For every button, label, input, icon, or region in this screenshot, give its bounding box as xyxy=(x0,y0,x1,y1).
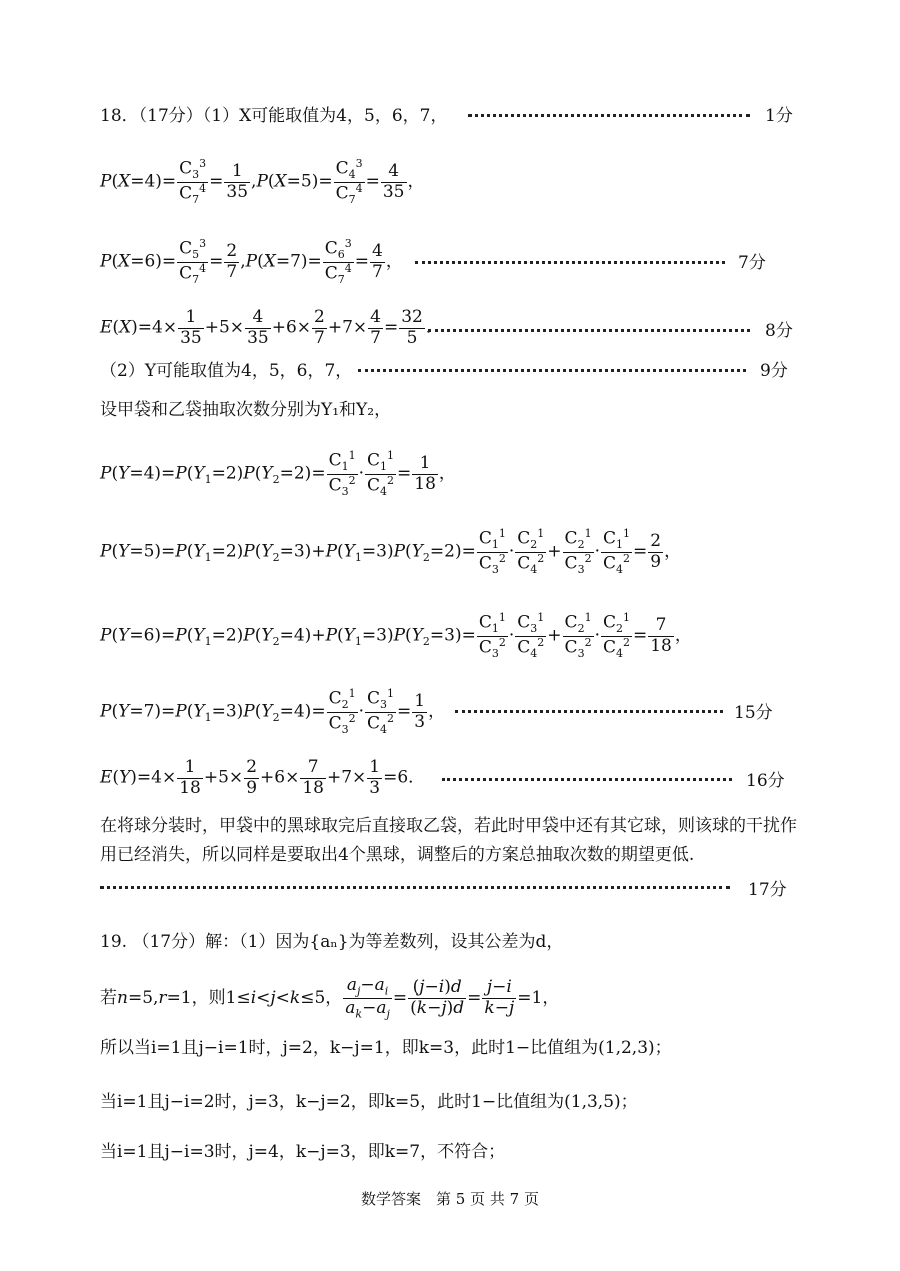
dot-leader xyxy=(442,778,732,781)
px45-formula: P(X=4)= $\frac{C_3^3}{C_7^4}$ = $\frac{1}{35}$ ,P(X=5)= $\frac{C_4^3}{C_7^4}$ = $\frac{4}{35}$ ， xyxy=(100,157,425,206)
score-17: 17分 xyxy=(748,880,787,900)
score-7: 7分 xyxy=(738,253,766,273)
score-16: 16分 xyxy=(746,771,785,791)
dot-leader xyxy=(415,261,725,264)
dot-leader xyxy=(455,710,723,713)
q19-line5-text: 当i=1且j−i=3时，j=4，k−j=3，即k=7，不符合； xyxy=(100,1142,506,1162)
def-line xyxy=(0,397,900,447)
q19-line3 xyxy=(0,1034,900,1084)
score-8: 8分 xyxy=(765,321,793,341)
q19-line4-text: 当i=1且j−i=2时，j=3，k−j=2，即k=5，此时1−比值组为(1,3,5)； xyxy=(100,1092,638,1112)
q19-intro: 19. （17分）解：（1）因为{aₙ}为等差数列，设其公差为d， xyxy=(100,932,564,952)
conclusion-text: 在将球分装时，甲袋中的黑球取完后直接取乙袋，若此时甲袋中还有其它球，则该球的干扰作用已经消失，所以同样是要取出4个黑球，调整后的方案总抽取次数的期望更低. xyxy=(100,816,797,865)
dot-leader xyxy=(358,369,746,372)
py6-formula: $P(Y=6)=P(Y_1=2)P(Y_2=4)+P(Y_1=3)P(Y_2=3)=$ $\frac{C_1^1}{C_3^2}$ · $\frac{C_3^1}{C_4^2}$ + $\frac{C_2^1}{C_3^2}$ · $\frac{C_2^1}{C_4^2}$ = $\frac{7}{18}$ ， xyxy=(100,611,692,660)
q18-intro-line xyxy=(0,100,900,150)
q19-line5 xyxy=(0,1138,900,1188)
score17-line xyxy=(0,876,900,926)
q19-line4 xyxy=(0,1088,900,1138)
def-text: 设甲袋和乙袋抽取次数分别为Y₁和Y₂， xyxy=(100,400,392,420)
ex-formula: E(X)=4× $\frac{1}{35}$ +5× $\frac{4}{35}$ +6× $\frac{2}{7}$ +7× $\frac{4}{7}$ = $\frac{32}{5}$ ． 8分 xyxy=(100,307,793,348)
part2-text: （2）Y可能取值为4，5，6，7， xyxy=(100,361,353,381)
q18-intro: 18．（17分）（1）X可能取值为4，5，6，7， xyxy=(100,106,448,126)
dot-leader xyxy=(428,329,750,332)
q19-line3-text: 所以当i=1且j−i=1时，j=2，k−j=1，即k=3，此时1−比值组为(1,2,3)； xyxy=(100,1038,672,1058)
q19-line2: 若n=5,r=1，则1≤i<j<k≤5， $\frac{a_j-a_i}{a_k-a_j}$ = $\frac{(j-i)d}{(k-j)d}$ = $\frac{j-i}{k-j}$ =1， xyxy=(100,975,560,1021)
py5-formula: $P(Y=5)=P(Y_1=2)P(Y_2=3)+P(Y_1=3)P(Y_2=2)=$ $\frac{C_1^1}{C_3^2}$ · $\frac{C_2^1}{C_4^2}$ + $\frac{C_2^1}{C_3^2}$ · $\frac{C_1^1}{C_4^2}$ = $\frac{2}{9}$ ， xyxy=(100,527,682,576)
py4-formula: $P(Y=4)=P(Y_1=2)P(Y_2=2)=$ $\frac{C_1^1}{C_3^2}$ · $\frac{C_1^1}{C_4^2}$ = $\frac{1}{18}$ ， xyxy=(100,449,456,498)
score-15: 15分 xyxy=(734,703,773,723)
ey-formula: E(Y)=4× $\frac{1}{18}$ +5× $\frac{2}{9}$ +6× $\frac{7}{18}$ +7× $\frac{1}{3}$ =6． 16分 xyxy=(100,757,785,798)
dot-leader xyxy=(100,886,730,889)
dot-leader xyxy=(468,114,750,117)
score-9: 9分 xyxy=(760,361,788,381)
score-1: 1分 xyxy=(765,106,793,126)
px67-formula: P(X=6)= $\frac{C_5^3}{C_7^4}$ = $\frac{2}{7}$ ,P(X=7)= $\frac{C_6^3}{C_7^4}$ = $\frac{4}{7}$ ， 7分 xyxy=(100,237,766,286)
py7-formula: $P(Y=7)=P(Y_1=3)P(Y_2=4)=$ $\frac{C_2^1}{C_3^2}$ · $\frac{C_3^1}{C_4^2}$ = $\frac{1}{3}$ ， 15分 xyxy=(100,687,773,736)
page-footer: 数学答案 第 5 页 共 7 页 xyxy=(361,1190,539,1208)
